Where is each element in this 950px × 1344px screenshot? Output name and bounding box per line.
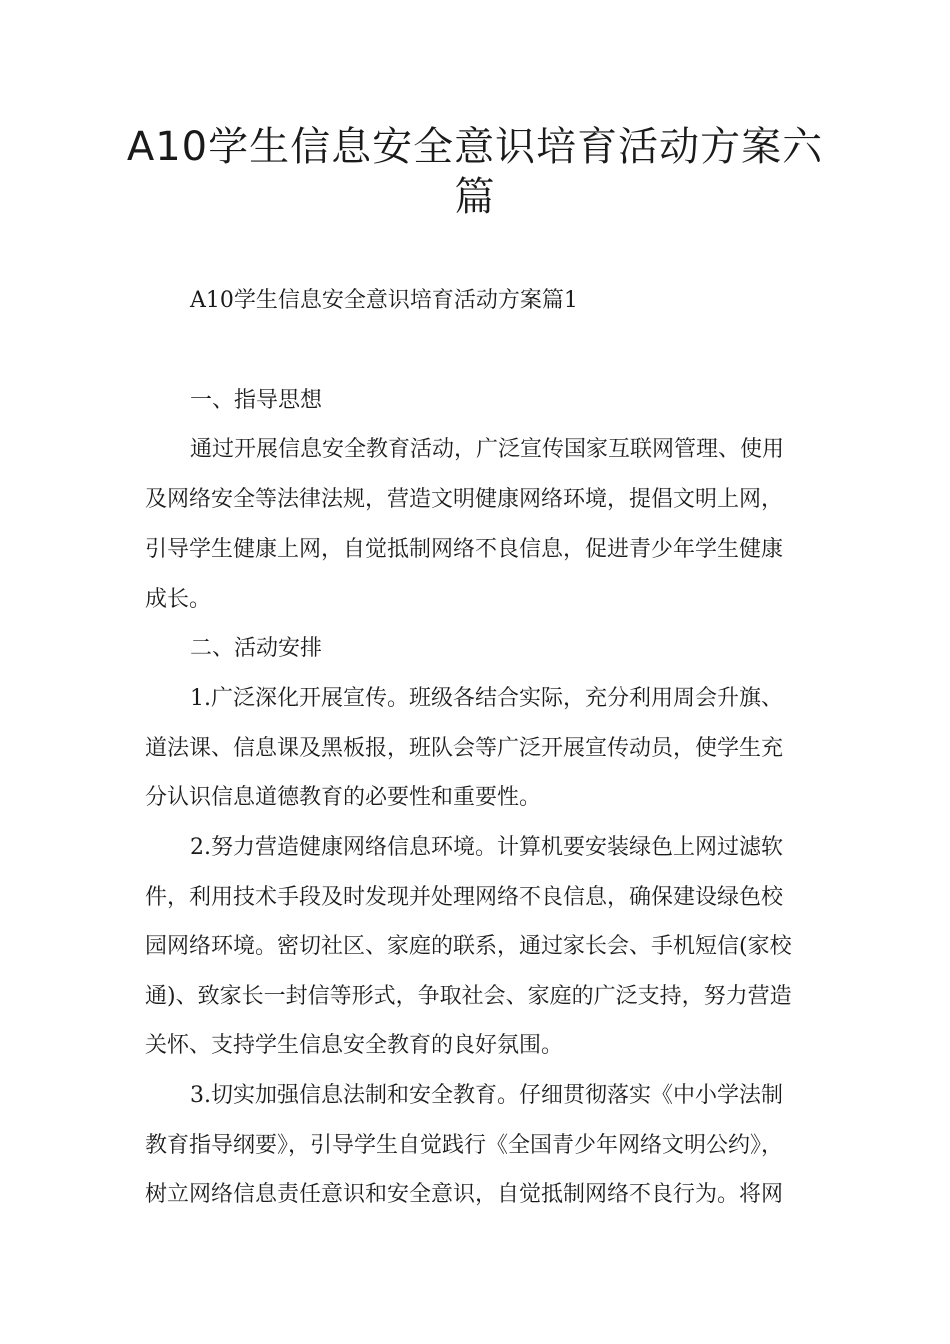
- document-title: [120, 122, 830, 222]
- paragraph-line: 件，利用技术手段及时发现并处理网络不良信息，确保建设绿色校: [145, 885, 784, 910]
- heading-activity-arrangement: 二、活动安排: [190, 636, 323, 661]
- title-line-1: A10学生信息安全意识培育活动方案六: [126, 124, 824, 170]
- paragraph-line: 引导学生健康上网，自觉抵制网络不良信息，促进青少年学生健康: [145, 537, 784, 562]
- paragraph-line: 通)、致家长一封信等形式，争取社会、家庭的广泛支持，努力营造: [145, 984, 792, 1009]
- paragraph-line: 教育指导纲要》，引导学生自觉践行《全国青少年网络文明公约》，: [145, 1133, 784, 1158]
- paragraph-line: 分认识信息道德教育的必要性和重要性。: [145, 785, 542, 810]
- paragraph-line: 园网络环境。密切社区、家庭的联系，通过家长会、手机短信(家校: [145, 934, 792, 959]
- title-line-2: 篇: [454, 174, 496, 220]
- paragraph-line: 成长。: [145, 587, 212, 612]
- paragraph-line: 道法课、信息课及黑板报，班队会等广泛开展宣传动员，使学生充: [145, 736, 784, 761]
- section-subtitle: A10学生信息安全意识培育活动方案篇1: [190, 288, 578, 313]
- paragraph-line: 关怀、支持学生信息安全教育的良好氛围。: [145, 1033, 564, 1058]
- paragraph-line: 树立网络信息责任意识和安全意识，自觉抵制网络不良行为。将网: [145, 1182, 784, 1207]
- paragraph-line: 通过开展信息安全教育活动，广泛宣传国家互联网管理、使用: [190, 437, 785, 462]
- paragraph-line: 及网络安全等法律法规，营造文明健康网络环境，提倡文明上网，: [145, 487, 784, 512]
- paragraph-line: 1.广泛深化开展宣传。班级各结合实际，充分利用周会升旗、: [190, 686, 783, 711]
- paragraph-line: 3.切实加强信息法制和安全教育。仔细贯彻落实《中小学法制: [190, 1083, 783, 1108]
- heading-guiding-ideology: 一、指导思想: [190, 388, 323, 413]
- paragraph-line: 2.努力营造健康网络信息环境。计算机要安装绿色上网过滤软: [190, 835, 783, 860]
